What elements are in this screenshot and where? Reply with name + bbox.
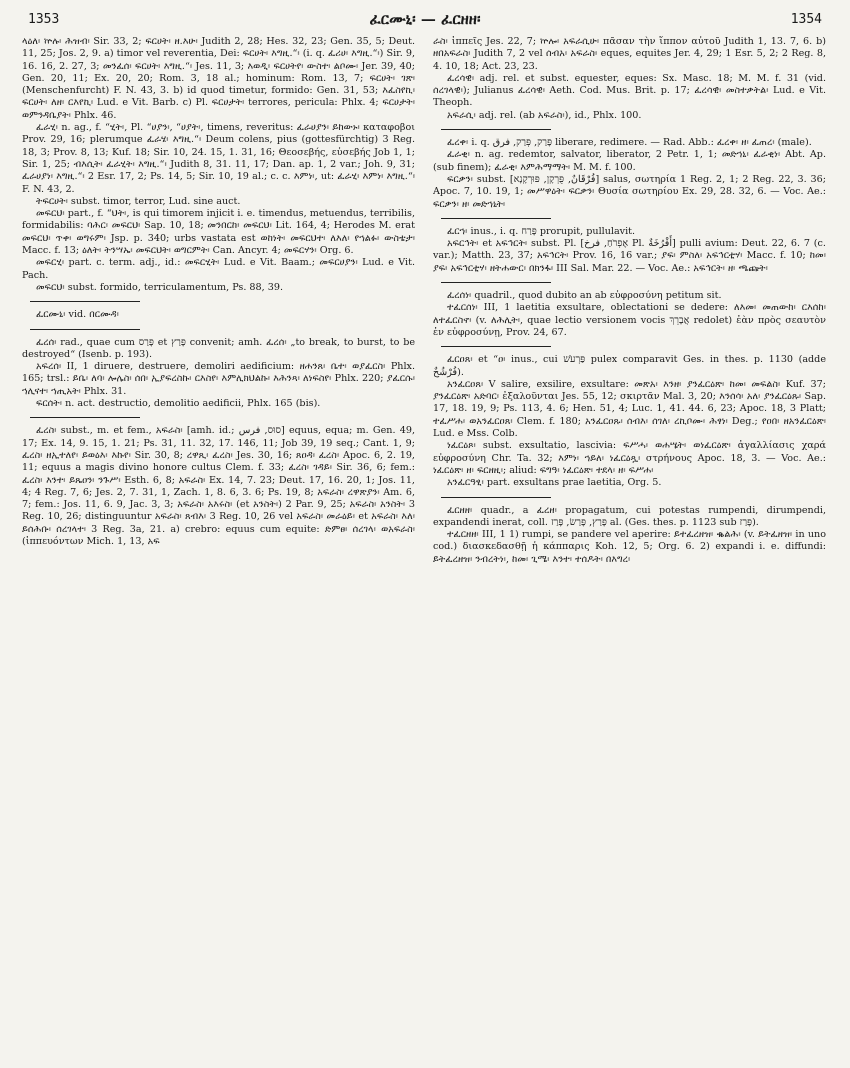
dictionary-entry: አፍርኅት፡ et አፍኅርት፡ subst. Pl. [אֶפְרֹחַ, فرخ Pl. أَفْرُخَةٌ] pulli avium: Deut. 22, 6. 7 (c. var.); Matth. 23, 37; አፍኅርት፡ Prov. 16, 16 var.; ያፍ፡ ምስለ፡ አፍኅርቲሃ፡ Macc. f. 10; ከመ፡ ያፍ፡ አፍኅርቲሃ፡ ዘትሐውር፡ በክንፋ፡ III Sal. Mar. 22. — Voc. Ae.: አፍኅርት፡ ዘ፡ ጫጩት፡ <box>433 238 826 274</box>
entry-separator <box>30 417 140 418</box>
entry-separator <box>441 129 551 130</box>
running-head <box>22 8 828 36</box>
dictionary-entry: ፈራሂ፡ n. ag., f. “ሂት፡, Pl. “ሀያን፡, “ሀያት፡, timens, reveritus: ፈራሀያን፡ ይከውኑ፡ καταφοβοι Prov. 29, 16; plerumque ፈራሄ፡ እግዚ.“፡ Deum colens, pius (gottesfürchtig) 3 Reg. 18, 3; Prov. 8, 13; Kuf. 18; Sir. 10, 24. 15, 1. 31, 16; Θεοσεβής, εὐσεβής Job 1, 1; Sir. 1, 25; ብእሲት፡ ፈራሂት፡ እግዚ.“፡ Judith 8, 31. 11, 17; Dan. ap. 1, 2 var.; Joh. 9, 31; ፈራሀያነ፡ እግዚ.“፡ 2 Esr. 17, 2; Ps. 14, 5; Sir. 10, 19 al.; c. c. እምነ፡, ut: ፈራሂ፡ እምነ፡ እግዚ.“፡ F. N. 43, 2. <box>22 122 415 195</box>
dictionary-entry: አፍራሲ፡ adj. rel. (ab አፍራስ፡), id., Phlx. 100. <box>447 109 642 121</box>
dictionary-entry: መፍርሂ፡ part. c. term. adj., id.: መፍርሂት፡ Lud. e Vit. Baam.; መፍርሀያን፡ Lud. e Vit. Pach. <box>22 257 415 281</box>
dictionary-entry: ራስ፡ ἱππεῖς Jes. 22, 7; ኵሎ፡ አፍራሲሁ፡ πᾶσαν τὴν ἵππον αὐτοῦ Judith 1, 13. 7, 6. b) ዘበአፍራስ፡ Judith 7, 2 vel ሰብአ፡ አፍራስ፡ eques, equites Jer. 4, 29; 1 Esr. 5, 2; 2 Reg. 8, 4. 10, 18; Act. 23, 23. <box>433 36 826 72</box>
text-columns <box>22 36 828 566</box>
entry-separator <box>30 301 140 302</box>
dictionary-entry: ፈረሰ፡ rad., quae cum פָּרַס et פָּרַץ convenit; amh. ፈረሰ፡ „to break, to burst, to be destroyed“ (Isenb. p. 193). <box>22 336 415 360</box>
dictionary-entry: ፈርዘዘ፡ quadr., a ፈረዘ፡ propagatum, cui potestas rumpendi, dirumpendi, expandendi inerat, coll. פָּרַץ, פָּרַשׂ, פָּרַז al. (Ges. thes. p. 1123 sub פָּרַז). <box>433 504 826 528</box>
entry-separator <box>441 218 551 219</box>
right-column <box>433 36 826 566</box>
entry-separator <box>441 497 551 498</box>
dictionary-entry: ፈረስ፡ subst., m. et fem., አፍራስ፡ [amh. id.; סוּס, فرس] equus, equa; m. Gen. 49, 17; Ex. 14, 9. 15, 1. 21; Ps. 31, 11. 32, 17. 146, 11; Job 39, 19 seq.; Cant. 1, 9; ፈረስ፡ ዘኢተለየ፡ ይወዕእ፡ እኩየ፡ Sir. 30, 8; ረዋጺ፡ ፈረስ፡ Jes. 30, 16; ጸዐዳ፡ ፈረስ፡ Apoc. 6, 2. 19, 11; equus a magis divino honore cultus Clem. f. 33; ፈረስ፡ ገዳይ፡ Sir. 36, 6; fem.: ፈረስ፡ እንተ፡ ይጼዐን፡ ንጉሥ፡ Esth. 6, 8; አፍራስ፡ Ex. 14, 7. 23; Deut. 17, 16. 20, 1; Jos. 11, 4; 4 Reg. 7, 6; Jes. 2, 7. 31, 1, Zach. 1, 8. 6, 3. 6; Ps. 19, 8; አፍራስ፡ ረዋጽያን፡ Am. 6, 7; fem.: Jos. 11, 6. 9, Jac. 3, 3; አፍራስ፡ አእሩስ፡ (et አንስት፡) 2 Par. 9, 25; አፍራስ፡ አንስት፡ 3 Reg. 10, 26; distinguuntur አፍራስ፡ ጸብእ፡ 3 Reg. 10, 26 vel አፍራስ፡ መራዕይ፡ et አፍራስ፡ እለ፡ ይሰሕቡ፡ ሰረገላተ፡ 3 Reg. 3a, 21. a) crebro: equus cum equite: ድምፀ፡ ሰረገላ፡ ወአፍራስ፡ (ἱππευόντων Mich. 1, 13, አፍ <box>22 425 415 547</box>
dictionary-entry: ፈረሰነ፡ quadril., quod dubito an ab εὐφροσύνη petitum sit. <box>447 290 722 302</box>
left-column <box>22 36 415 566</box>
dictionary-entry: ትፍርሀት፡ subst. timor, terror, Lud. sine auct. <box>36 195 241 207</box>
dictionary-entry: ፍርሰት፡ n. act. destructio, demolitio aedificii, Phlx. 165 (bis). <box>36 398 321 410</box>
dictionary-entry: ፈርዐጸ፡ et “ዐ፡ inus., cui פַּרְעֹשׁ pulex comparavit Ges. in thes. p. 1130 (adde فُرْشُخٌ). <box>433 354 826 378</box>
dictionary-entry: መፍርህ፡ subst. formido, terriculamentum, Ps. 88, 39. <box>36 281 283 293</box>
entry-separator <box>30 329 140 330</box>
dictionary-entry: ፈረሳዊ፡ adj. rel. et subst. equester, eques: Sx. Masc. 18; M. M. f. 31 (vid. ሰረገላዊ፡); Julianus ፈረሳዊ፡ Aeth. Cod. Mus. Brit. p. 17; ፈረሳዊ፡ መስተቃትል፡ Lud. e Vit. Theoph. <box>433 72 826 109</box>
dictionary-entry: ነፈርዕጾ፡ subst. exsultatio, lascivia: ፍሥሓ፡ ወሐሤት፡ ወነፈርዕጽ፡ ἀγαλλίασις χαρά εὐφροσύνη Chr. Ta. 32; እምነ፡ ኀይለ፡ ነፈርዕጿ፡ στρήνους Apoc. 18, 3. — Voc. Ae.: ነፈርዕጽ፡ ዘ፡ ፍርዘዚ፡; aliud: ፍግዓ፡ ነፈርዕጽ፡ ተደላ፡ ዘ፡ ፍሥሐ፡ <box>433 440 826 476</box>
dictionary-entry: ፈርኀ፡ inus., i. q. פָּרַח prorupit, pullulavit. <box>447 225 636 237</box>
running-title: ፈርሙኒ፡ — ፈርዘዘ፡ <box>369 10 481 28</box>
dictionary-entry: ፈረቀ፡ i. q. פָּרַק, פְּרַק, فرق liberare, redimere. — Rad. Abb.: ፈረቀ፡ ዘ፡ ፈጠረ፡ (male). <box>447 137 812 149</box>
dictionary-entry: ላዕለ፡ ኵሉ፡ ሕዝብ፡ Sir. 33, 2; ፍርሀት፡ ዘ.እሁ፡ Judith 2, 28; Hes. 32, 23; Gen. 35, 5; Deut. 11, 25; Jos. 2, 9. a) timor vel reverentia, Dei: ፍርሀት፡ እግዚ.“፡ (i. q. ፈሪሀ፡ እግዚ.“፡) Sir. 9, 16. 16, 2. 27, 3; መንፈሰ፡ ፍርሀት፡ እግዚ.“፡ Jes. 11, 3; እወዲ፡ ፍርሀትየ፡ ውስተ፡ ልቦሙ፡ Jer. 39, 40; Gen. 20, 11; Ex. 20, 20; Rom. 3, 18 al.; hominum: Rom. 13, 7; ፍርሀት፡ ገጽ፡ (Menschenfurcht) F. N. 43, 3. b) id quod timetur, formido: Gen. 31, 53; እፈስየኪ፡ ፍርሀት፡ ለዘ፡ ርእየኪ፡ Lud. e Vit. Barb. c) Pl. ፍርሀታት፡ terrores, pericula: Phlx. 4; ፍርሀታት፡ ወምንዳቤያት፡ Phlx. 46. <box>22 36 415 121</box>
entry-separator <box>441 282 551 283</box>
dictionary-entry: አንፈርዓፂ፡ part. exsultans prae laetitia, Org. 5. <box>447 477 662 489</box>
entry-separator <box>441 346 551 347</box>
dictionary-entry: ፈርሙኒ፡ vid. በርሙዳ፡ <box>36 309 119 321</box>
dictionary-entry: ተፈርዘዘ፡ III, 1 1) rumpi, se pandere vel aperire: ይተፈረዘዝ፡ ቈልሕ፡ (v. ይትፈዘዝ፡ in uno cod.) διασκεδασθῇ ἡ κάππαρις Koh. 12, 5; Org. 6. 2) expandi i. e. diffundi: ይትፈረዘዝ፡ ንብረትነ፡, ከመ፡ ጊሜ፡ እንተ፡ ተሰዶት፡ በእግረ፡ <box>433 529 826 565</box>
dictionary-entry: ተፈርሰነ፡ III, 1 laetitia exsultare, oblectationi se dedere: ለእመ፡ መጠውከ፡ ርእሰከ፡ ለተፈርስኖ፡ (v. ለሕሊት፡, quae lectio versionem vocis אֲבָרֵךְ redolet) ἐὰν πρὸς σεαυτὸν ἐν εὐφροσύνῃ, Prov. 24, 67. <box>433 302 826 338</box>
dictionary-entry: አንፈርዐጸ፡ V salire, exsilire, exsultare: መጽአ፡ እንዘ፡ ያንፈርዕጽ፡ ከመ፡ መፍልስ፡ Kuf. 37; ያንፈርዕጽ፡ አድባር፡ ἐξαλοῦνται Jes. 55, 12; σκιρτᾶν Mal. 3, 20; እንሰሳ፡ አለ፡ ያንፈርዕጹ፡ Sap. 17, 18. 19, 9; Ps. 113, 4. 6; Hen. 51, 4; Luc. 1, 41. 44. 6, 23; Apoc. 18, 3 Platt; ተፈሥሐ፡ ወአንፈርዐጸ፡ Clem. f. 180; አንፈርዐጹ፡ ሰብእ፡ ሰገለ፡ ረኪቦሙ፡ ሕፃነ፡ Deg.; የዐበ፡ ዘአንፈርዕጽ፡ Lud. e Mss. Colb. <box>433 378 826 440</box>
dictionary-entry: መፍርህ፡ part., f. “ህት፡, is qui timorem injicit i. e. timendus, metuendus, terribilis, formidabilis: ባሕር፡ መፍርህ፡ Sap. 10, 18; መንበርከ፡ መፍርህ፡ Lit. 164, 4; Herodes M. erat መፍርህ፡ ጥቀ፡ ወግሩም፡ Jsp. p. 340; urbs vastata est ወከነት፡ መፍርህተ፡ ለእለ፡ የኀልፉ፡ ውስቴታ፡ Macc. f. 13; ዕለት፡ ትንሣኤ፡ መፍርህት፡ ወግርምት፡ Can. Ancyr. 4; መፍርሃን፡ Org. 6. <box>22 208 415 257</box>
dictionary-entry: ፈራቂ፡ n. ag. redemtor, salvator, liberator, 2 Petr. 1, 1; መድኀኒ፡ ፈራቂነ፡ Abt. Ap. (sub finem); ፈራቂ፡ እምሕማማት፡ M. M. f. 100. <box>433 149 826 173</box>
dictionary-entry: አፍረሰ፡ II, 1 diruere, destruere, demoliri aedificium: ዘሐንጸ፡ ቤተ፡ ወያፈርስ፡ Phlx. 165; trsl.: ይቤ፡ ለባ፡ ሎሌስ፡ ሰበ፡ ኢያፍረስኩ፡ ርእስየ፡ እምሊክህልኩ፡ እሕንጻ፡ ለነፍስየ፡ Phlx. 220; ያፈርሱ፡ ኀሊናተ፡ ኀጢአት፡ Phlx. 31. <box>22 361 415 397</box>
page-number-right: 1354 <box>790 12 822 27</box>
page-number-left: 1353 <box>28 12 60 27</box>
dictionary-entry: ፍርቃን፡ subst. [فُرْقَانٌ, פֻּרְקָן, פּוּרְקָנָא] salus, σωτηρία 1 Reg. 2, 1; 2 Reg. 22, 3. 36; Apoc. 7, 10. 19, 1; መሥዋዕት፡ ፍርቃን፡ Θυσία σωτηρίου Ex. 29, 28. 32, 6. — Voc. Ae.: ፍርቃን፡ ዘ፡ መድኀኒት፡ <box>433 173 826 210</box>
